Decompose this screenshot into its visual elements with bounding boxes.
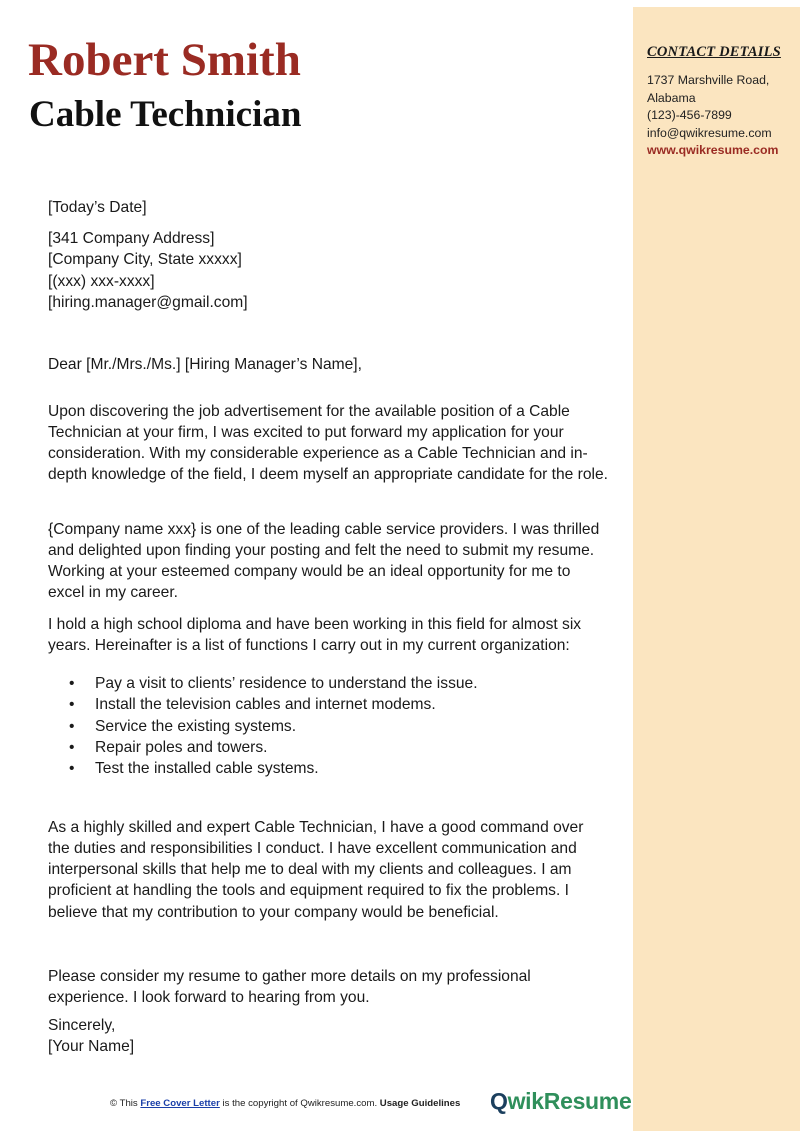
recipient-line: [(xxx) xxx-xxxx] [48,272,155,290]
salutation: Dear [Mr./Mrs./Ms.] [Hiring Manager’s Name], [48,356,362,373]
body-paragraph: As a highly skilled and expert Cable Technician, I have a good command over the duties and responsibilities I conduct. I have excellent communication and interpersonal skills that help me to deal with my clients and colleagues. I am proficient at handling the tools and equipment required to fix the problems. I believe that my contribution to your company would be beneficial. [48,818,584,921]
list-item: • Repair poles and towers. [48,737,608,758]
usage-guidelines-link[interactable]: Usage Guidelines [379,1098,461,1109]
list-item: • Service the existing systems. [48,716,608,737]
phone: (123)-456-7899 [647,108,732,122]
address-line-1: 1737 Marshville Road, [647,73,770,87]
body-paragraph: Upon discovering the job advertisement for the available position of a Cable Technician at your firm, I was excited to put forward my application for your consideration. With my considerable experience as a Cable Technician and in-depth knowledge of the field, I deem myself an appropriate candidate for the role. [48,402,608,484]
copyright-icon: © [110,1098,118,1109]
body-paragraph: Please consider my resume to gather more details on my professional experience. I look forward to hearing from you. [48,967,531,1006]
recipient-line: [341 Company Address] [48,230,215,247]
footer-text-middle: is the copyright of Qwikresume.com. [222,1098,378,1109]
list-item: • Pay a visit to clients’ residence to understand the issue. [48,673,608,694]
duties-list [48,673,608,779]
candidate-name: Robert Smith [28,34,301,86]
contact-sidebar [633,7,800,1131]
closing-block [48,1015,608,1058]
email: info@qwikresume.com [647,125,772,140]
signature-name: [Your Name] [48,1038,135,1056]
letter-date: [Today’s Date] [48,199,147,216]
closing: Sincerely, [48,1017,116,1034]
recipient-address [48,228,608,313]
copyright-footer [110,1098,460,1109]
website-link[interactable]: www.qwikresume.com [647,143,779,157]
job-title: Cable Technician [29,94,302,135]
contact-block [647,72,778,160]
contact-details-heading: CONTACT DETAILS [647,44,781,60]
recipient-line: [Company City, State xxxxx] [48,251,242,269]
logo-text: wikResume [507,1088,632,1114]
body-paragraph: {Company name xxx} is one of the leading cable service providers. I was thrilled and delighted upon finding your posting and felt the need to submit my resume. Working at your esteemed company would be an ideal opportunity for me to excel in my career. [48,520,600,602]
list-item: • Test the installed cable systems. [48,758,608,779]
body-paragraph: I hold a high school diploma and have been working in this field for almost six years. Hereinafter is a list of functions I carry out in my current organization: [48,615,582,654]
address-line-2: Alabama [647,90,696,105]
list-item: • Install the television cables and internet modems. [48,694,608,715]
qwikresume-logo[interactable] [490,1088,631,1115]
recipient-line: [hiring.manager@gmail.com] [48,293,248,311]
free-cover-letter-link[interactable]: Free Cover Letter [140,1098,220,1109]
footer-text-this: This [119,1098,138,1109]
logo-q: Q [490,1088,508,1114]
